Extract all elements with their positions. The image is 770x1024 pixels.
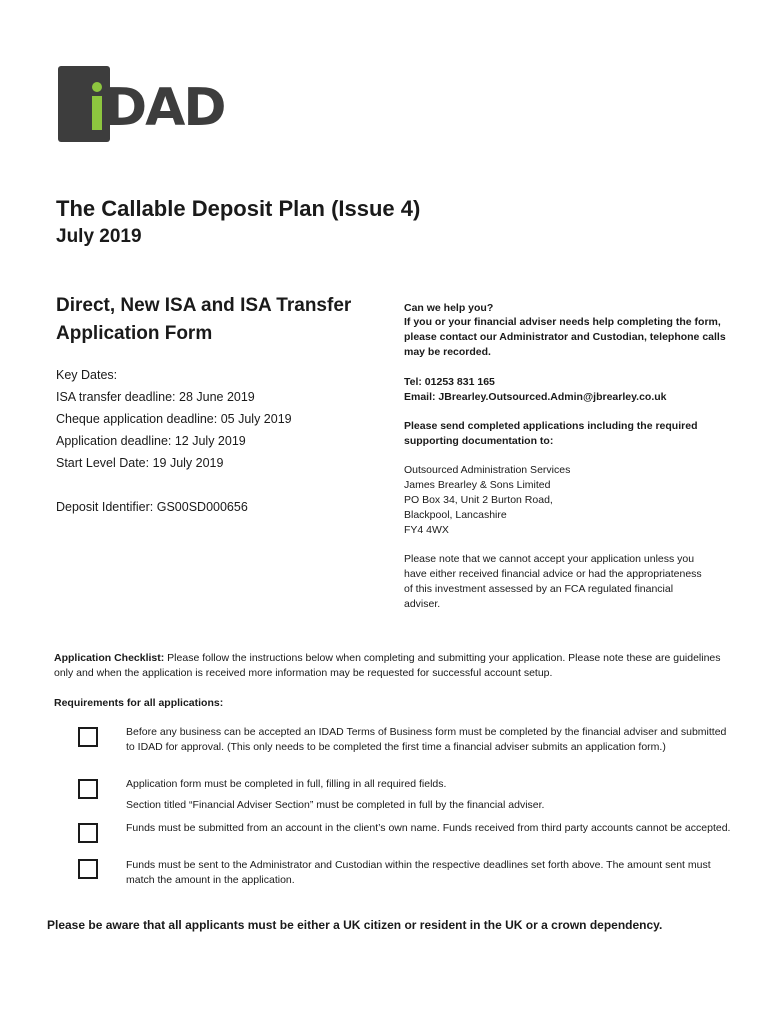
checkbox-funds-deadline[interactable] <box>78 859 98 879</box>
email-address[interactable]: Email: JBrearley.Outsourced.Admin@jbrearley.co.uk <box>404 391 667 403</box>
checklist-intro <box>54 651 734 681</box>
help-title: Can we help you? <box>404 302 494 314</box>
isa-transfer-deadline: ISA transfer deadline: 28 June 2019 <box>56 390 255 404</box>
cheque-deadline: Cheque application deadline: 05 July 2019 <box>56 412 292 426</box>
address-line: PO Box 34, Unit 2 Burton Road, <box>404 494 553 506</box>
logo-dark-box <box>58 66 110 142</box>
logo-i-stem <box>92 96 102 130</box>
checklist-item: Funds must be submitted from an account in the client’s own name. Funds received from third party accounts cannot be accepted. <box>126 822 731 834</box>
address-line: FY4 4WX <box>404 524 449 536</box>
address-line: Outsourced Administration Services <box>404 464 571 476</box>
idad-logo <box>58 66 225 142</box>
checkbox-own-name-funds[interactable] <box>78 823 98 843</box>
checklist-text: Please follow the instructions below when completing and submitting your application. Please note these are guidelines only and when the application is received more information may be requested for successful account setup. <box>54 652 721 679</box>
form-title: Direct, New ISA and ISA Transfer Application Form <box>56 295 352 344</box>
eligibility-notice: Please be aware that all applicants must be either a UK citizen or resident in the UK or a crown dependency. <box>47 918 663 932</box>
document-title: The Callable Deposit Plan (Issue 4) <box>56 196 421 221</box>
application-deadline: Application deadline: 12 July 2019 <box>56 434 246 448</box>
logo-i-dot <box>92 82 102 92</box>
checklist-label: Application Checklist: <box>54 652 165 664</box>
address-line: Blackpool, Lancashire <box>404 509 507 521</box>
key-dates-label: Key Dates: <box>56 368 118 382</box>
telephone: Tel: 01253 831 165 <box>404 376 495 388</box>
checklist-item: Funds must be sent to the Administrator and Custodian within the respective deadlines set forth above. The amount sent must match the amount in the application. <box>126 859 711 886</box>
checklist-item: Application form must be completed in full, filling in all required fields. <box>126 778 447 790</box>
checklist-item: Section titled “Financial Adviser Section” must be completed in full by the financial adviser. <box>126 799 545 811</box>
start-level-date: Start Level Date: 19 July 2019 <box>56 456 224 470</box>
advice-note: Please note that we cannot accept your application unless you have either received financial advice or had the appropriateness of this investment assessed by an FCA regulated financial adviser. <box>404 553 702 610</box>
logo-letters: DAD <box>104 78 225 138</box>
deposit-identifier: Deposit Identifier: GS00SD000656 <box>56 500 248 514</box>
checklist-item: Before any business can be accepted an IDAD Terms of Business form must be completed by the financial adviser and submitted to IDAD for approval. (This only needs to be completed the first time a financial adviser submits an application form.) <box>126 726 727 753</box>
postal-address <box>404 463 744 538</box>
help-text: If you or your financial adviser needs help completing the form, please contact our Administrator and Custodian, telephone calls may be recorded. <box>404 316 726 358</box>
document-date: July 2019 <box>56 226 142 247</box>
requirements-label: Requirements for all applications: <box>54 697 224 709</box>
address-line: James Brearley & Sons Limited <box>404 479 551 491</box>
checkbox-form-complete[interactable] <box>78 779 98 799</box>
send-instructions: Please send completed applications including the required supporting documentation to: <box>404 420 698 447</box>
checkbox-terms-of-business[interactable] <box>78 727 98 747</box>
